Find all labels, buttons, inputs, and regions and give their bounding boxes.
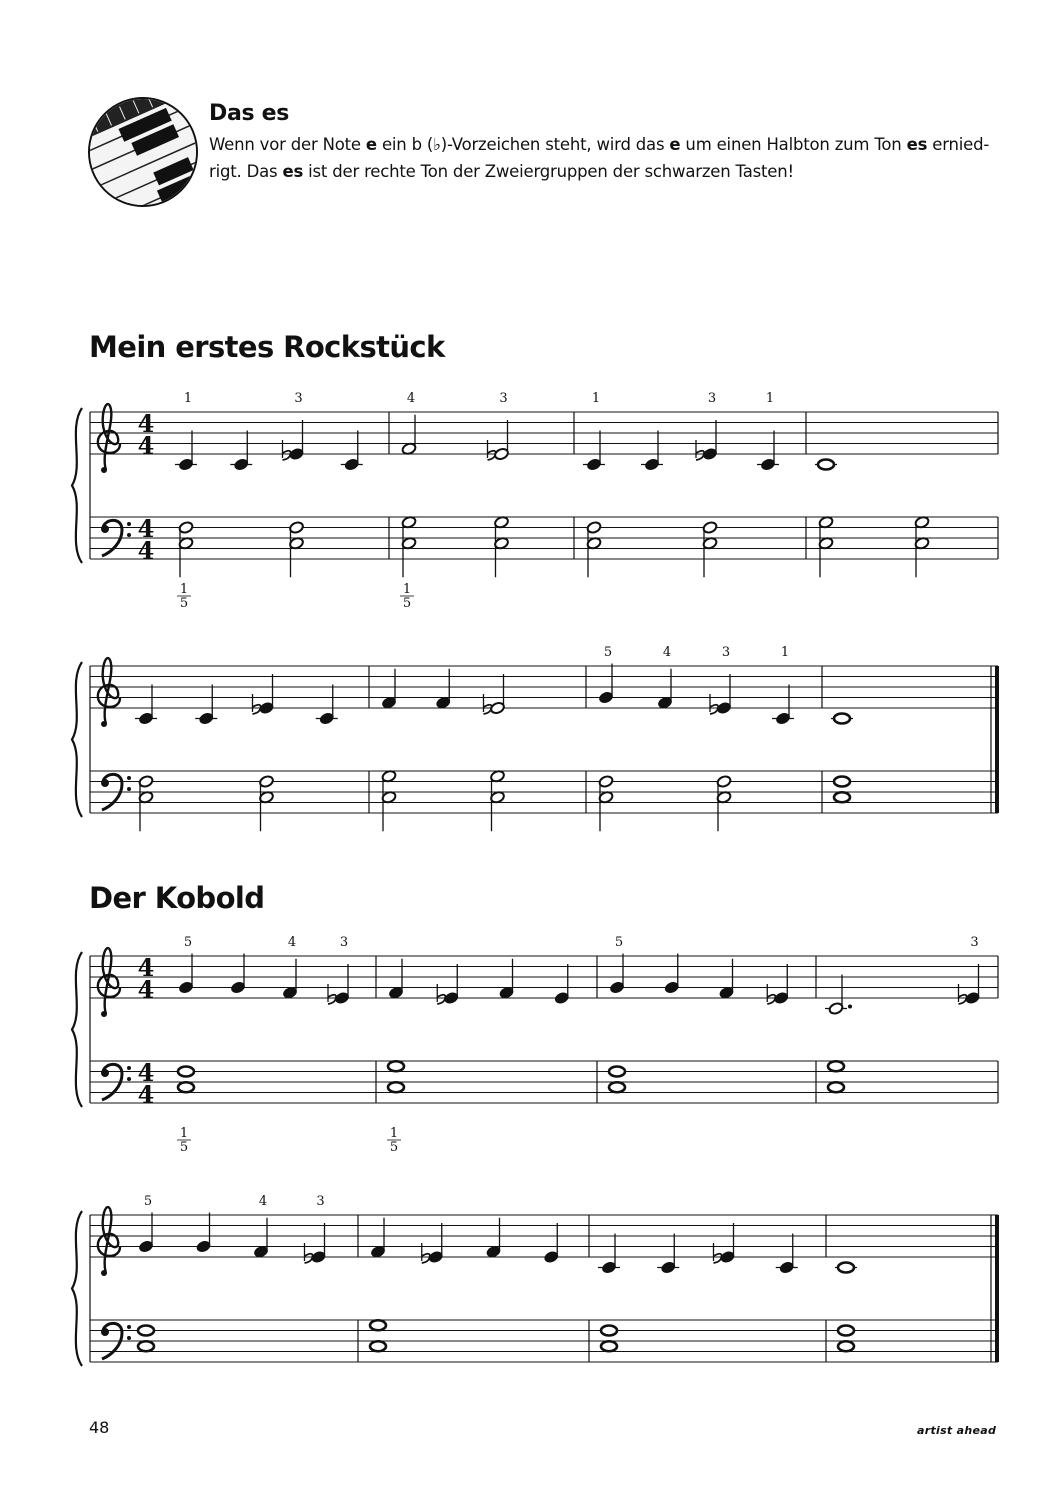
fingering-number: 5 — [179, 1140, 189, 1155]
flat-sign — [422, 1254, 430, 1263]
fingering-number: 4 — [258, 1194, 268, 1209]
flat-sign — [328, 995, 336, 1004]
flat-sign — [710, 705, 718, 714]
treble-clef-icon — [98, 948, 120, 1014]
bass-clef-icon — [127, 1336, 131, 1340]
time-signature-denominator: 4 — [137, 975, 155, 1004]
fingering-number: 5 — [389, 1140, 399, 1155]
time-signature-denominator: 4 — [137, 1080, 155, 1109]
fingering-number: 3 — [721, 645, 731, 660]
info-title: Das es — [209, 101, 290, 126]
time-signature-denominator: 4 — [137, 431, 155, 460]
info-text-part: ein b ( — [376, 135, 434, 154]
info-text-part: ernied-rigt. Das — [209, 135, 990, 181]
piece-title: Mein erstes Rockstück — [89, 330, 445, 364]
fingering-number: 1 — [179, 1126, 189, 1141]
fingering-number: 3 — [316, 1194, 325, 1209]
whole-notehead — [828, 1082, 844, 1092]
fingering-number: 1 — [591, 391, 601, 406]
fingering-number: 4 — [406, 391, 416, 406]
brace — [72, 662, 82, 817]
whole-notehead — [370, 1320, 386, 1330]
whole-notehead — [601, 1326, 617, 1336]
info-text-part: es — [282, 162, 304, 181]
bass-clef-icon — [127, 1077, 131, 1081]
bass-clef-icon — [127, 522, 131, 526]
treble-clef-icon — [98, 404, 120, 470]
whole-notehead — [834, 777, 850, 787]
fingering-number: 1 — [179, 582, 189, 597]
brace — [72, 952, 82, 1107]
fingering-number: 5 — [603, 645, 613, 660]
fingering-number: 5 — [402, 596, 412, 611]
fingering-number: 3 — [707, 391, 717, 406]
final-barline — [995, 1215, 999, 1362]
treble-clef-icon — [101, 1270, 107, 1276]
fingering-number: 4 — [662, 645, 672, 660]
bass-clef-icon — [127, 1066, 131, 1070]
whole-notehead — [370, 1341, 386, 1351]
info-text-part: e — [669, 135, 681, 154]
fingering-number: 5 — [143, 1194, 153, 1209]
final-barline — [995, 666, 999, 813]
whole-notehead — [388, 1061, 404, 1071]
bass-clef-icon — [101, 525, 109, 533]
time-signature-numerator: 4 — [137, 514, 155, 543]
whole-notehead — [818, 460, 834, 470]
publisher-logo: artist ahead — [917, 1424, 997, 1437]
fingering-number: 1 — [389, 1126, 399, 1141]
bass-clef-icon — [101, 1328, 109, 1336]
brace — [72, 408, 82, 563]
flat-sign — [714, 1254, 722, 1263]
whole-notehead — [138, 1326, 154, 1336]
whole-notehead — [609, 1082, 625, 1092]
info-text-part: e — [365, 135, 377, 154]
treble-clef-icon — [98, 658, 120, 724]
flat-sign — [305, 1254, 313, 1263]
time-signature-numerator: 4 — [137, 409, 155, 438]
bass-clef-icon — [127, 1325, 131, 1329]
info-text-part: um einen Halbton zum Ton — [680, 135, 907, 154]
brace — [72, 1211, 82, 1366]
fingering-number: 1 — [765, 391, 775, 406]
whole-notehead — [178, 1082, 194, 1092]
time-signature-numerator: 4 — [137, 953, 155, 982]
info-text-part: ist der rechte Ton der Zweiergruppen der schwarzen Tasten! — [303, 162, 794, 181]
bass-clef-icon — [101, 779, 109, 787]
whole-notehead — [838, 1326, 854, 1336]
whole-notehead — [838, 1341, 854, 1351]
page-number: 48 — [89, 1418, 110, 1437]
treble-clef-icon — [101, 467, 107, 473]
flat-sign — [437, 995, 445, 1004]
whole-notehead — [178, 1067, 194, 1077]
fingering-number: 3 — [294, 391, 303, 406]
piece-title: Der Kobold — [89, 881, 265, 915]
whole-notehead — [609, 1067, 625, 1077]
flat-sign — [959, 995, 967, 1004]
whole-notehead — [828, 1061, 844, 1071]
fingering-number: 3 — [970, 935, 979, 950]
flat-sign — [767, 995, 775, 1004]
fingering-number: 1 — [183, 391, 193, 406]
whole-notehead — [601, 1341, 617, 1351]
treble-clef-icon — [101, 721, 107, 727]
info-text-part: )-Vorzeichen steht, wird das — [440, 135, 670, 154]
bass-clef-icon — [127, 787, 131, 791]
fingering-number: 3 — [339, 935, 349, 950]
time-signature-denominator: 4 — [137, 536, 155, 565]
whole-notehead — [388, 1082, 404, 1092]
time-signature-numerator: 4 — [137, 1058, 155, 1087]
bass-clef-icon — [101, 1069, 109, 1077]
info-text-part: es — [906, 135, 928, 154]
fingering-number: 5 — [183, 935, 193, 950]
fingering-number: 5 — [614, 935, 624, 950]
info-text-part: Wenn vor der Note — [209, 135, 366, 154]
whole-notehead — [834, 714, 850, 724]
fingering-number: 5 — [179, 596, 189, 611]
dot — [848, 1005, 852, 1009]
flat-sign — [253, 705, 261, 714]
flat-sign — [696, 451, 704, 460]
flat-sign: ♭ — [433, 135, 441, 154]
treble-clef-icon — [101, 1011, 107, 1017]
bass-clef-icon — [127, 776, 131, 780]
flat-sign — [283, 451, 291, 460]
whole-notehead — [834, 792, 850, 802]
whole-notehead — [138, 1341, 154, 1351]
fingering-number: 4 — [287, 935, 297, 950]
fingering-number: 3 — [499, 391, 508, 406]
treble-clef-icon — [98, 1207, 120, 1273]
whole-notehead — [838, 1263, 854, 1273]
fingering-number: 1 — [780, 645, 790, 660]
bass-clef-icon — [127, 533, 131, 537]
fingering-number: 1 — [402, 582, 412, 597]
